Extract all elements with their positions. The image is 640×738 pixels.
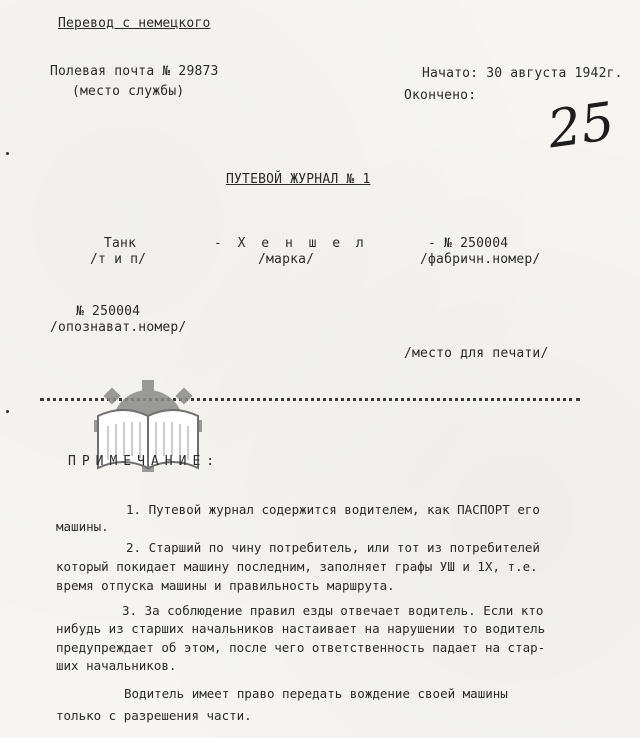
make-value: - Х е н ш е л [214, 236, 368, 251]
margin-mark [6, 152, 9, 155]
note-3-line-1: 3. За соблюдение правил езды отвечает водитель. Если кто [122, 603, 544, 618]
id-number: № 250004 [76, 304, 141, 319]
header-translation: Перевод с немецкого [58, 16, 211, 31]
margin-mark [6, 410, 9, 413]
factory-number-caption: /фабричн.номер/ [420, 252, 541, 267]
notes-heading: ПРИМЕЧАНИЕ: [68, 454, 221, 469]
note-1-line-2: машины. [56, 519, 109, 534]
started-date: Начато: 30 августа 1942г. [422, 66, 623, 81]
note-3-line-2: нибудь из старших начальников настаивает на нарушении то водитель [56, 621, 546, 636]
note-2-line-3: время отпуска машины и правильность маршрута. [56, 578, 395, 593]
note-4-line-1: Водитель имеет право передать вождение своей машины [124, 686, 508, 701]
note-1-line-1: 1. Путевой журнал содержится водителем, как ПАСПОРТ его [126, 502, 540, 517]
handwritten-number: 25 [544, 91, 619, 161]
field-post: Полевая почта № 29873 [50, 64, 219, 79]
document-title: ПУТЕВОЙ ЖУРНАЛ № 1 [226, 172, 371, 187]
note-4-line-2: только с разрешения части. [56, 708, 252, 723]
field-post-caption: (место службы) [72, 84, 185, 99]
id-number-caption: /опознават.номер/ [50, 320, 187, 335]
make-caption: /марка/ [258, 252, 315, 267]
factory-number: - № 250004 [428, 236, 509, 251]
type-caption: /т и п/ [90, 252, 147, 267]
note-2-line-1: 2. Старший по чину потребитель, или тот из потребителей [126, 540, 540, 555]
finished-label: Окончено: [404, 88, 477, 103]
tank-label: Танк [104, 236, 137, 251]
note-3-line-4: ших начальников. [56, 658, 177, 673]
seal-place-caption: /место для печати/ [404, 346, 549, 361]
note-2-line-2: который покидает машину последним, заполняет графы УШ и 1Х, т.е. [56, 559, 538, 574]
note-3-line-3: предупреждает об этом, после чего ответственность падает на стар- [56, 640, 546, 655]
